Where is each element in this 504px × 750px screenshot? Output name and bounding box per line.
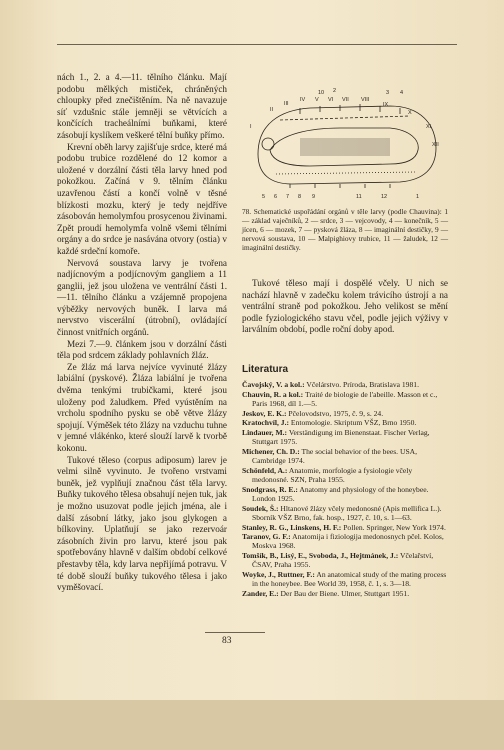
bottom-rule (205, 632, 265, 633)
literature-heading: Literatura (242, 364, 289, 375)
fig-label-8: 8 (298, 194, 302, 200)
fig-label-9: 9 (312, 194, 316, 200)
paragraph-circulation: Krevní oběh larvy zajišťuje srdce, které má podobu trubice rozdělené do 12 komor a uložené v dorzální části těla larvy hned pod pokožkou. Začíná v 9. tělním článku uzavřenou částí a končí volně v těsné blízkosti mozku, který je tedy nejdříve zásobován hemolymfou prosycenou živinami. Zpět proudí hemolymfa volně všemi tělními orgány a do srdce je nasávána otvory (ostia) v každé srdeční komoře. (57, 141, 227, 256)
reference-item: Jeskov, E. K.: Pčelovodstvo, 1975, č. 9, s. 24. (242, 408, 384, 418)
fig-label-VII: VII (342, 97, 349, 103)
reference-item: Chauvin, R. a kol.: Traité de biologie de l'abeille. Masson et c., Paris 1968, díl 1.—5. (242, 389, 438, 408)
top-rule (57, 44, 457, 45)
fig-label-10: 10 (318, 90, 325, 96)
brain-shape (262, 138, 274, 150)
fig-label-2: 2 (333, 88, 337, 94)
reference-item: Soudek, Š.: Hltanové žlázy včely medonosné (Apis mellifica L.). Sborník VŠZ Brno, fak. hosp., 1927, č. 10, s. 1—63. (242, 503, 442, 522)
fig-label-III: III (284, 101, 289, 107)
fig-label-5: 5 (262, 194, 266, 200)
fig-label-12: 12 (381, 194, 388, 200)
fig-label-1: 1 (416, 194, 420, 200)
paragraph-nervous-system: Nervová soustava larvy je tvořena nadjícnovým a podjícnovým gangliem a 11 ganglii, jež jsou uložena ve ventrální části 1.—11. tělního článku a vzájemně propojena výběžky nervových buněk. I larva má nervstvo viscerální (útrobní), ovládající činnost vnitřních orgánů. (57, 257, 227, 338)
nerve-cord-line (276, 172, 416, 174)
page-number: 83 (222, 636, 232, 646)
fig-label-11: 11 (356, 194, 362, 200)
paragraph-tracheae: nách 1., 2. a 4.—11. tělního článku. Mají podobu mělkých mističek, chráněných chloupky před znečištěním. Na ně navazuje síť vzdušnic stále jemněji se větvících a končících tracheálními buňkami, které zásobují kyslíkem veškeré tělní buňky přímo. (57, 72, 227, 140)
fig-label-XII: XII (432, 142, 439, 148)
paragraph-labial-glands: Ze žláz má larva nejvíce vyvinuté žlázy labiální (pyskové). Žláza labiální je tvořena dvěma tenkými trubičkami, které jsou uloženy pod žaludkem. Před vyústěním na vrcholu spodního pysku se obě větve žlázy spojují. Výměšek této žlázy na vzduchu tuhne v jemné vlákénko, které slouží larvě k tvorbě kokonu. (57, 361, 227, 453)
fig-label-I: I (250, 124, 252, 130)
reference-item: Tomšík, B., Lisý, E., Svoboda, J., Hejtmánek, J.: Včelařství, ČSAV, Praha 1955. (242, 551, 434, 570)
heart-line (280, 116, 410, 120)
larva-organ-diagram (240, 84, 448, 202)
reference-item: Taranov, G. F.: Anatomija i fiziologija medonosnych pčel. Kolos, Moskva 1968. (242, 532, 444, 551)
fig-label-6: 6 (274, 194, 278, 200)
reference-item: Michener, Ch. D.: The social behavior of the bees. USA, Cambridge 1974. (242, 446, 418, 466)
paragraph-gonads: Mezi 7.—9. článkem jsou v dorzální části těla pod srdcem základy pohlavních žláz. (57, 338, 227, 361)
reference-item: Snodgrass, R. E.: Anatomy and physiology of the honeybee. London 1925. (242, 484, 429, 503)
fig-label-II: II (270, 107, 274, 113)
reference-item: Lindauer, M.: Verständigung im Bienenstaat. Fischer Verlag, Stuttgart 1975. (242, 428, 430, 447)
gut-hatching (300, 138, 390, 156)
fig-label-3: 3 (386, 90, 390, 96)
fig-label-IV: IV (300, 97, 306, 103)
paragraph-adult-fat-body: Tukové těleso mají i dospělé včely. U nich se nachází hlavně v zadečku kolem trávicího ústrojí a na ventrální straně pod pokožkou. Jeho velikost se mění podle fyziologického stavu včel, podle jejich výživy v larválním období, podle roční doby apod. (242, 278, 448, 335)
reference-item: Čavojský, V. a kol.: Včelárstvo. Príroda, Bratislava 1981. (242, 380, 419, 389)
figure-caption: 78. Schematické uspořádání orgánů v těle larvy (podle Chauvina): 1 — základ vaječníků, 2 — srdce, 3 — vejcovody, 4 — konečník, 5 — jícen, 6 — mozek, 7 — pysková žláza, 8 — imaginální destičky, 9 — nervová soustava, 10 — Malpighiovy trubice, 11 — žaludek, 12 — imaginální destičky. (242, 207, 448, 253)
reference-item: Kratochvíl, J.: Entomologie. Skriptum VŠZ, Brno 1950. (242, 418, 417, 428)
reference-item: Woyke, J., Ruttner, F.: An anatomical study of the mating process in the honeybee. Bee World 39, 1958, č. 1, s. 3—18. (242, 570, 447, 589)
paragraph-fat-body: Tukové těleso (corpus adiposum) larev je velmi silně vyvinuto. Je tvořeno vrstvami buněk, jež vyplňují značnou část těla larvy. Buňky tukového tělesa obsahují nejen tuk, jak je možno usuzovat podle jejich jména, ale i další zásobní látky, jako jsou glykogen a bílkoviny. Uplatňují se jako rezervoár zásobních živin pro larvu, které jsou pak spotřebovány hlavně v dalším období celkové přestavby těla, kdy larva nepřijímá potravu. V té době slouží buňky tukového tělesa i jako vyměšovací. (57, 454, 227, 593)
fig-label-XI: XI (426, 124, 432, 130)
larva-diagram-svg (240, 84, 448, 202)
fig-label-IX: IX (383, 102, 389, 108)
reference-item: Schönfeld, A.: Anatomie, morfologie a fysiologie včely medonosné. SZN, Praha 1955. (242, 465, 413, 485)
reference-item: Zander, E.: Der Bau der Biene. Ulmer, Stuttgart 1951. (242, 588, 410, 598)
left-column (57, 72, 227, 594)
fig-label-VIII: VIII (361, 97, 370, 103)
fig-label-VI: VI (328, 97, 334, 103)
segment-ticks-bottom (290, 184, 390, 188)
fig-label-4: 4 (400, 90, 404, 96)
reference-item: Stanley, R. G., Linskens, H. F.: Pollen. Springer, New York 1974. (242, 522, 446, 532)
fig-label-X: X (408, 110, 412, 116)
fig-label-V: V (315, 97, 319, 103)
page-bottom-edge (0, 700, 504, 750)
fig-label-7: 7 (286, 194, 290, 200)
reference-list (242, 380, 448, 599)
